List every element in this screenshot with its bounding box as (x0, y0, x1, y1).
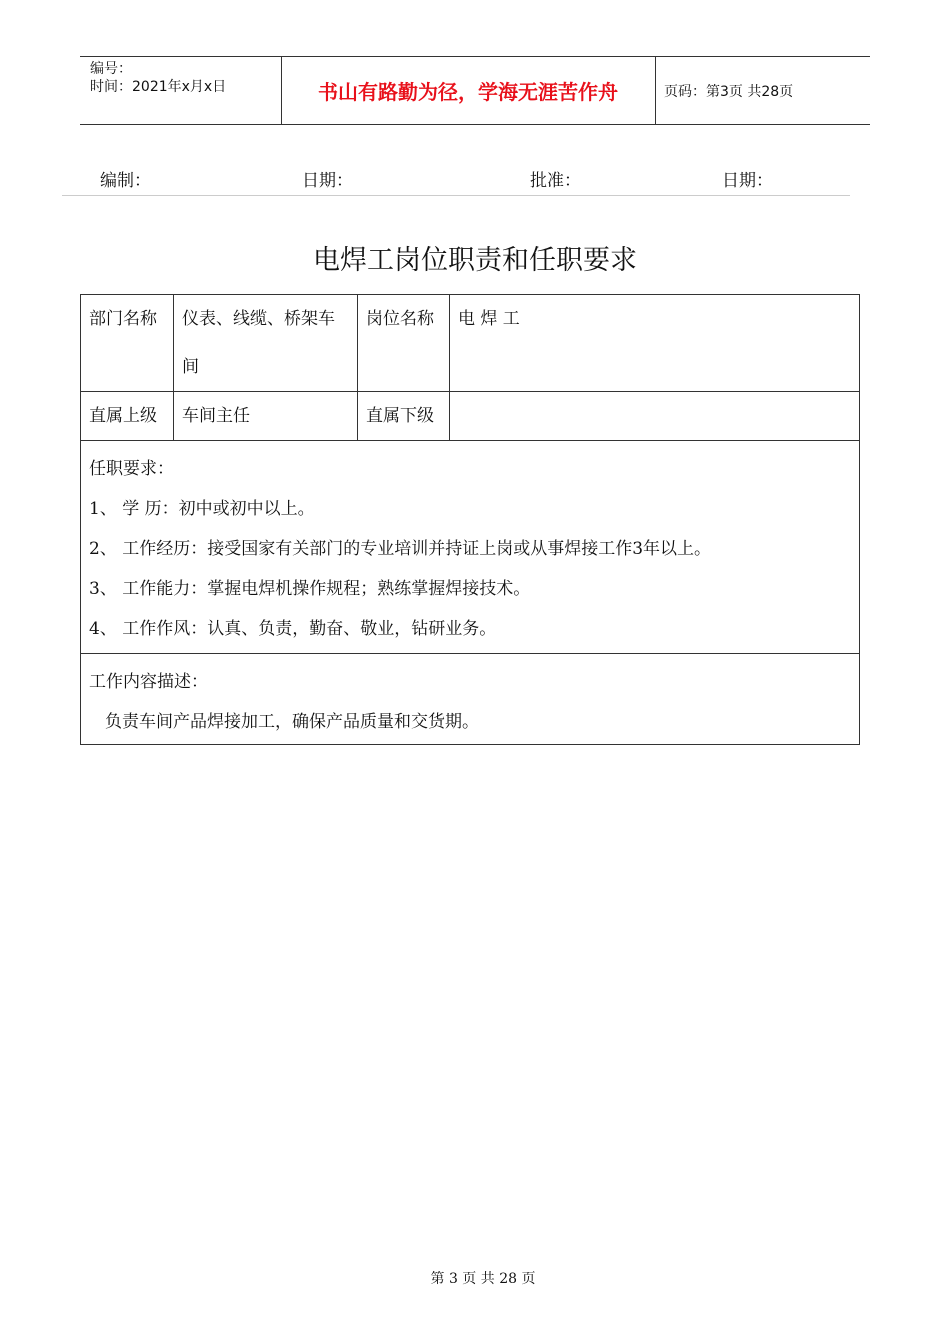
document-title: 电焊工岗位职责和任职要求 (313, 245, 637, 276)
description-heading: 工作内容描述： (89, 672, 208, 692)
requirement-item: 2、 工作经历：接受国家有关部门的专业培训并持证上岗或从事焊接工作3年以上。 (89, 539, 712, 559)
requirements-cell (81, 441, 860, 654)
post-label: 岗位名称 (358, 295, 450, 392)
date-label-1: 日期： (302, 171, 353, 191)
header-divider (655, 57, 656, 124)
header-page-info: 页码：第3页 共28页 (664, 83, 794, 100)
requirement-item: 3、 工作能力：掌握电焊机操作规程；熟练掌握焊接技术。 (89, 579, 531, 599)
signoff-row (62, 160, 850, 196)
table-row (81, 392, 860, 441)
subordinate-value (450, 392, 860, 441)
table-row (81, 441, 860, 654)
description-cell (81, 654, 860, 745)
job-responsibility-table (80, 294, 860, 745)
subordinate-label: 直属下级 (358, 392, 450, 441)
header-motto: 书山有路勤为径，学海无涯苦作舟 (318, 80, 618, 104)
number-label: 编号： (90, 61, 132, 77)
document-header (80, 56, 870, 125)
dept-value: 仪表、线缆、桥架车间 (174, 295, 358, 392)
date-label-2: 日期： (722, 171, 773, 191)
table-row (81, 295, 860, 392)
time-label: 时间：2021年x月x日 (90, 79, 227, 95)
description-text: 负责车间产品焊接加工，确保产品质量和交货期。 (105, 712, 479, 732)
table-row (81, 654, 860, 745)
requirements-heading: 任职要求： (89, 459, 174, 479)
requirement-item: 1、 学 历：初中或初中以上。 (89, 499, 315, 519)
compiled-label: 编制： (100, 171, 151, 191)
header-meta (90, 60, 280, 96)
approved-label: 批准： (530, 171, 581, 191)
post-value: 电 焊 工 (450, 295, 860, 392)
page-footer: 第 3 页 共 28 页 (430, 1271, 536, 1287)
superior-label: 直属上级 (81, 392, 174, 441)
requirement-item: 4、 工作作风：认真、负责，勤奋、敬业，钻研业务。 (89, 619, 497, 639)
superior-value: 车间主任 (174, 392, 358, 441)
dept-label: 部门名称 (81, 295, 174, 392)
